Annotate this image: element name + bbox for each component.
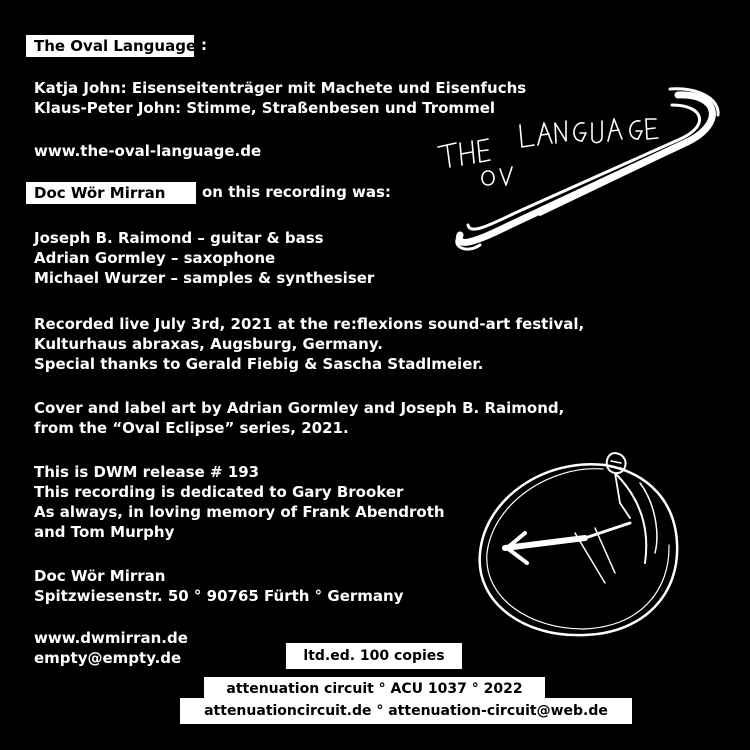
dwm-label: Doc Wör Mirran <box>34 184 166 202</box>
dwm-member: Adrian Gormley – saxophone <box>34 249 276 267</box>
dwm-member: Michael Wurzer – samples & synthesiser <box>34 269 375 287</box>
edition-label: ltd.ed. 100 copies <box>303 648 445 664</box>
dwm-label-box <box>26 182 196 204</box>
title-colon: : <box>201 36 207 54</box>
dwm-member: Joseph B. Raimond – guitar & bass <box>34 229 324 247</box>
band-website: www.the-oval-language.de <box>34 142 262 160</box>
cover-line: from the “Oval Eclipse” series, 2021. <box>34 419 349 437</box>
release-line: and Tom Murphy <box>34 523 175 541</box>
band-title: The Oval Language <box>34 37 197 55</box>
recording-line: Special thanks to Gerald Fiebig & Sascha Stadlmeier. <box>34 355 484 373</box>
oval-eclipse-drawing <box>465 443 695 643</box>
label-contact: attenuationcircuit.de ° attenuation-circuit@web.de <box>204 703 608 719</box>
label-catalog: attenuation circuit ° ACU 1037 ° 2022 <box>226 681 523 697</box>
member-line: Katja John: Eisenseitenträger mit Machete und Eisenfuchs <box>34 79 527 97</box>
recording-line: Kulturhaus abraxas, Augsburg, Germany. <box>34 335 383 353</box>
oval-language-logo <box>420 85 740 265</box>
address-line: Spitzwiesenstr. 50 ° 90765 Fürth ° Germany <box>34 587 404 605</box>
label-contact-box <box>180 698 632 724</box>
address-line: Doc Wör Mirran <box>34 567 166 585</box>
edition-box <box>286 643 462 669</box>
recording-line: Recorded live July 3rd, 2021 at the re:flexions sound-art festival, <box>34 315 585 333</box>
release-line: As always, in loving memory of Frank Abendroth <box>34 503 445 521</box>
member-line: Klaus-Peter John: Stimme, Straßenbesen und Trommel <box>34 99 496 117</box>
band-title-box <box>26 35 197 57</box>
dwm-suffix: on this recording was: <box>202 183 391 201</box>
cover-line: Cover and label art by Adrian Gormley and Joseph B. Raimond, <box>34 399 565 417</box>
release-line: This is DWM release # 193 <box>34 463 260 481</box>
email-link[interactable]: empty@empty.de <box>34 649 182 667</box>
release-line: This recording is dedicated to Gary Brooker <box>34 483 404 501</box>
dwm-website-link[interactable]: www.dwmirran.de <box>34 629 188 647</box>
